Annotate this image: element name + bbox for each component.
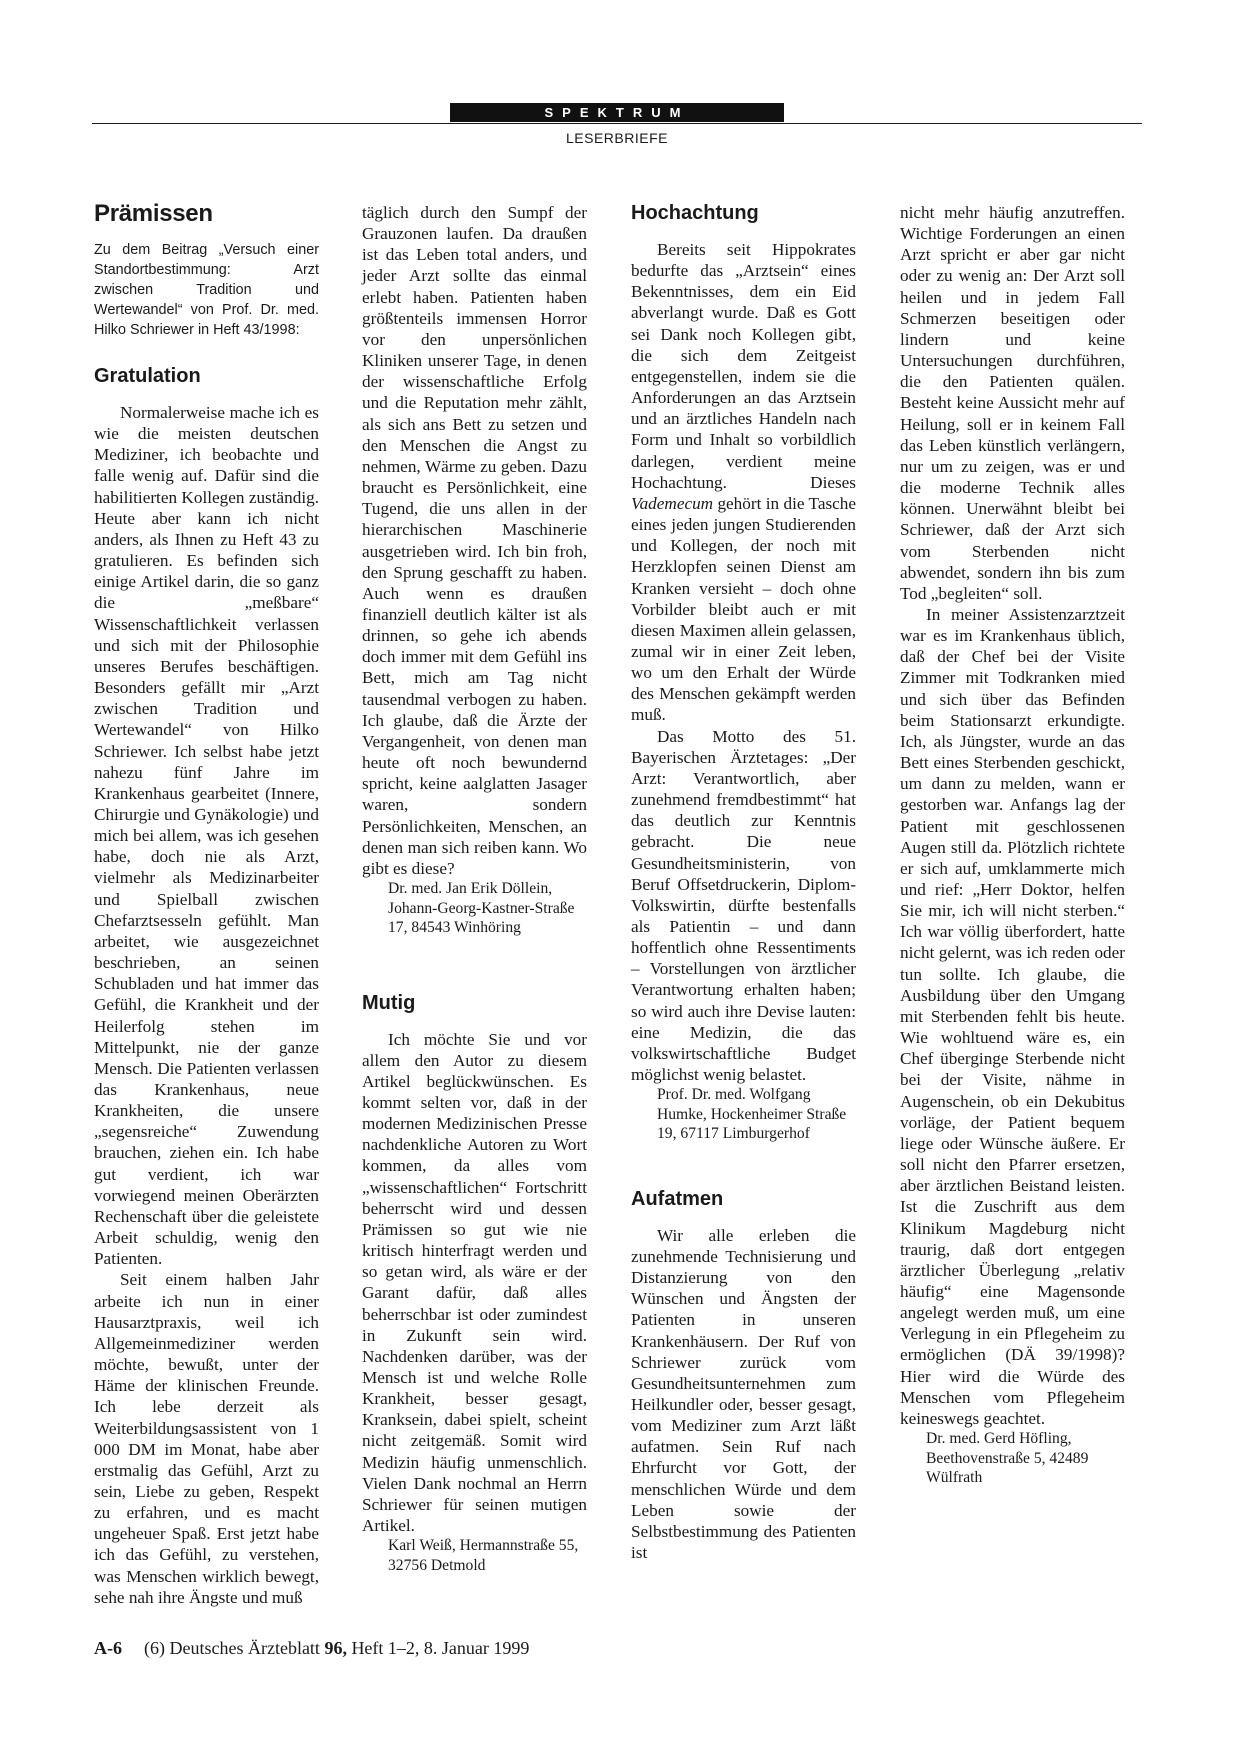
letter-heading-gratulation: Gratulation	[94, 365, 201, 387]
letter-paragraph: Ich möchte Sie und vor allem den Autor zu diesem Artikel beglückwünschen. Es kommt selten vor, daß in der modernen Medizinischen Presse nachdenkliche Autoren zu Wort kommen, da alles vom „wissenschaftlichen“ Fortschritt beherrscht wird und dessen Prämissen so gut wie nie kritisch hinterfragt werden und so getan wird, als wäre er der Garant dafür, daß alles beherrschbar ist oder zumindest in Zukunft sein wird. Nachdenken darüber, was der Mensch ist und welche Rolle Krankheit, besser gesagt, Kranksein, dabei spielt, scheint nicht zeitgemäß. Somit wird Medizin häufig unmenschlich. Vielen Dank nochmal an Herrn Schriewer für seinen mutigen Artikel.	[362, 1029, 587, 1536]
footer-issue: Heft 1–2, 8. Januar 1999	[346, 1638, 530, 1658]
paragraph-text: Bereits seit Hippokrates bedurfte das „Arztsein“ eines Bekenntnisses, dem ein Eid abverlangt wurde. Daß es Gott sei Dank noch Kollegen gibt, die sich dem Zeitgeist entgegenstellen, indem sie die Anforderungen an das Arztsein und an ärztliches Handeln nach Form und Inhalt so vorbildlich darlegen, verdient meine Hochachtung. Dieses	[631, 240, 856, 492]
letter-paragraph	[631, 239, 856, 726]
letter-signature: Dr. med. Gerd Höfling, Beethovenstraße 5, 42489 Wülfrath	[926, 1430, 1089, 1487]
letter-signature: Dr. med. Jan Erik Döllein, Johann-Georg-Kastner-Straße 17, 84543 Winhöring	[388, 880, 575, 936]
letter-paragraph: In meiner Assistenzarztzeit war es im Krankenhaus üblich, daß der Chef bei der Visite Zimmer mit Todkranken mied und sich über das Befinden beim Stationsarzt erkundigte. Ich, als Jüngster, wurde an das Bett eines Sterbenden geschickt, um dann zu melden, wann er gestorben war. Anfangs lag der Patient mit geschlossenen Augen still da. Plötzlich richtete er sich auf, umklammerte mich und rief: „Herr Doktor, helfen Sie mir, ich will nicht sterben.“ Ich war völlig überfordert, hatte nicht gelernt, was ich reden oder tun sollte. Ich glaube, die Ausbildung über den Umgang mit Sterbenden fehlt bis heute. Wie wohltuend wäre es, ein Chef überginge Sterbende nicht bei der Visite, nähme in Augenschein, ob ein Dekubitus vorläge, der Patient bequem liege oder Wünsche äußere. Er soll nicht den Pfarrer ersetzen, aber ärztlichen Beistand leisten. Ist die Zuschrift aus dem Klinikum Magdeburg nicht traurig, daß dort entgegen ärztlicher Überlegung „relativ häufig“ eine Magensonde angelegt werden muß, um eine Verlegung in ein Pflegeheim zu ermöglichen (DÄ 39/1998)? Hier wird die Würde des Menschen vom Pflegeheim keineswegs geachtet.	[900, 604, 1125, 1428]
letter-paragraph: Das Motto des 51. Bayerischen Ärztetages: „Der Arzt: Verantwortlich, aber zunehmend fremdbestimmt“ hat das deutlich zur Kenntnis gebracht. Die neue Gesundheitsministerin, von Beruf Offsetdruckerin, Diplom-Volkswirtin, dürfte bestenfalls als Patientin – und dann hoffentlich ohne Ressentiments – Vorstellungen von ärztlicher Verantwortung erhalten haben; so wird auch ihre Devise lauten: eine Medizin, die das volkswirtschaftliche Budget möglichst wenig belastet.	[631, 726, 856, 1085]
section-label: SPEKTRUM	[450, 103, 784, 122]
emphasized-term: Vademecum	[631, 493, 714, 513]
page-footer	[94, 1637, 529, 1659]
rubric-label: LESERBRIEFE	[566, 130, 668, 146]
letter-heading-mutig: Mutig	[362, 991, 416, 1014]
letter-paragraph: Seit einem halben Jahr arbeite ich nun in einer Hausarztpraxis, weil ich Allgemeinmediziner werden möchte, bewußt, unter der Häme der klinischen Freunde. Ich lebe derzeit als Weiterbildungsassistent von 1 000 DM im Monat, habe aber erstmalig das Gefühl, Arzt zu sein, Liebe zu geben, Respekt zu erfahren, und es macht ungeheuer Spaß. Erst jetzt habe ich das Gefühl, zu verstehen, was Menschen wirklich bewegt, sehe nah ihre Ängste und muß	[94, 1270, 319, 1607]
letter-paragraph: nicht mehr häufig anzutreffen. Wichtige Forderungen an einen Arzt spricht er aber gar nicht oder zu wenig an: Der Arzt soll heilen und in jedem Fall Schmerzen beseitigen oder lindern und keine Untersuchungen durchführen, die den Patienten quälen. Besteht keine Aussicht mehr auf Heilung, soll er in keinem Fall das Leben künstlich verlängern, nur um zu zeigen, was er und die moderne Technik alles können. Unerwähnt bleibt bei Schriewer, daß der Arzt sich vom Sterbenden nicht abwendet, sondern ihn bis zum Tod „begleiten“ soll.	[900, 203, 1125, 603]
column-3	[631, 202, 856, 1563]
letter-paragraph: Wir alle erleben die zunehmende Technisierung und Distanzierung von den Wünschen und Ängsten der Patienten in unseren Krankenhäusern. Der Ruf von Schriewer zurück vom Gesundheitsunternehmen zum Heilkundler oder, besser gesagt, vom Mediziner zum Arzt läßt aufatmen. Sein Ruf nach Ehrfurcht vor Gott, der menschlichen Würde und dem Leben sowie der Selbstbestimmung des Patienten ist	[631, 1225, 856, 1563]
footer-citation: (6) Deutsches Ärzteblatt	[144, 1638, 325, 1658]
page-title: Prämissen	[94, 200, 213, 227]
letter-paragraph: Normalerweise mache ich es wie die meisten deutschen Mediziner, ich beobachte und falle wenig auf. Dafür sind die habilitierten Kollegen zuständig. Heute aber kann ich nicht anders, als Ihnen zu Heft 43 zu gratulieren. Es befinden sich einige Artikel darin, die so ganz die „meßbare“ Wissenschaftlichkeit verlassen und sich mit der Philosophie unseres Berufes beschäftigen. Besonders gefällt mir „Arzt zwischen Tradition und Wertewandel“ von Hilko Schriewer. Ich selbst habe jetzt nahezu fünf Jahre im Krankenhaus gearbeitet (Innere, Chirurgie und Gynäkologie) und mich bei allem, was ich gesehen habe, doch nie als Arzt, vielmehr als Medizinarbeiter und Spielball zwischen Chefarztsesseln gefühlt. Man arbeitet, wie ausgezeichnet beschrieben, an seinen Schubladen und hat immer das Gefühl, die Krankheit und der Heilerfolg stehen im Mittelpunkt, nie der ganze Mensch. Die Patienten verlassen das Krankenhaus, neue Krankheiten, die unsere „segensreiche“ Zuwendung brauchen, ziehen ein. Ich habe gut verdient, ich war vorwiegend meinen Oberärzten Rechenschaft über die geleistete Arbeit schuldig, wenig den Patienten.	[94, 403, 319, 1269]
header-rule	[92, 123, 1142, 124]
letter-signature: Prof. Dr. med. Wolfgang Humke, Hockenheimer Straße 19, 67117 Limburgerhof	[657, 1086, 847, 1143]
paragraph-text: gehört in die Tasche eines jeden jungen Studierenden und Kollegen, der noch mit Herzklopfen seinen Dienst am Kranken versieht – doch ohne Vorbilder bleibt auch er mit diesen Maximen allein gelassen, zumal wir in einer Zeit leben, wo um den Erhalt der Würde des Menschen gekämpft werden muß.	[631, 493, 856, 725]
article-reference: Zu dem Beitrag „Versuch einer Standortbestimmung: Arzt zwischen Tradition und Wertewandel“ von Prof. Dr. med. Hilko Schriewer in Heft 43/1998:	[94, 242, 319, 338]
page-number: A-6	[94, 1638, 122, 1658]
column-2	[362, 202, 587, 1575]
column-1	[94, 200, 319, 1608]
footer-volume: 96,	[324, 1638, 347, 1658]
letter-heading-aufatmen: Aufatmen	[631, 1187, 724, 1210]
letter-paragraph: täglich durch den Sumpf der Grauzonen laufen. Da draußen ist das Leben total anders, und jeder Arzt sollte das einmal erlebt haben. Patienten haben größtenteils immensen Horror vor den unpersönlichen Kliniken unserer Tage, in denen der wissenschaftliche Erfolg und die Reputation mehr zählt, als sich ans Bett zu setzen und den Menschen die Angst zu nehmen, Wärme zu geben. Dazu braucht es Persönlichkeit, eine Tugend, die uns allen in der hierarchischen Maschinerie ausgetrieben wird. Ich bin froh, den Sprung geschafft zu haben. Auch wenn es draußen finanziell deutlich kälter ist als drinnen, so gehe ich abends doch immer mit dem Gefühl ins Bett, mich am Tag nicht tausendmal verbogen zu haben. Ich glaube, daß die Ärzte der Vergangenheit, von denen man heute oft noch bewundernd spricht, keine aalglatten Jasager waren, sondern Persönlichkeiten, Menschen, an denen man sich reiben kann. Wo gibt es diese?	[362, 203, 587, 878]
letter-heading-hochachtung: Hochachtung	[631, 202, 759, 224]
column-4	[900, 202, 1125, 1488]
letter-signature: Karl Weiß, Hermannstraße 55, 32756 Detmold	[388, 1537, 579, 1574]
